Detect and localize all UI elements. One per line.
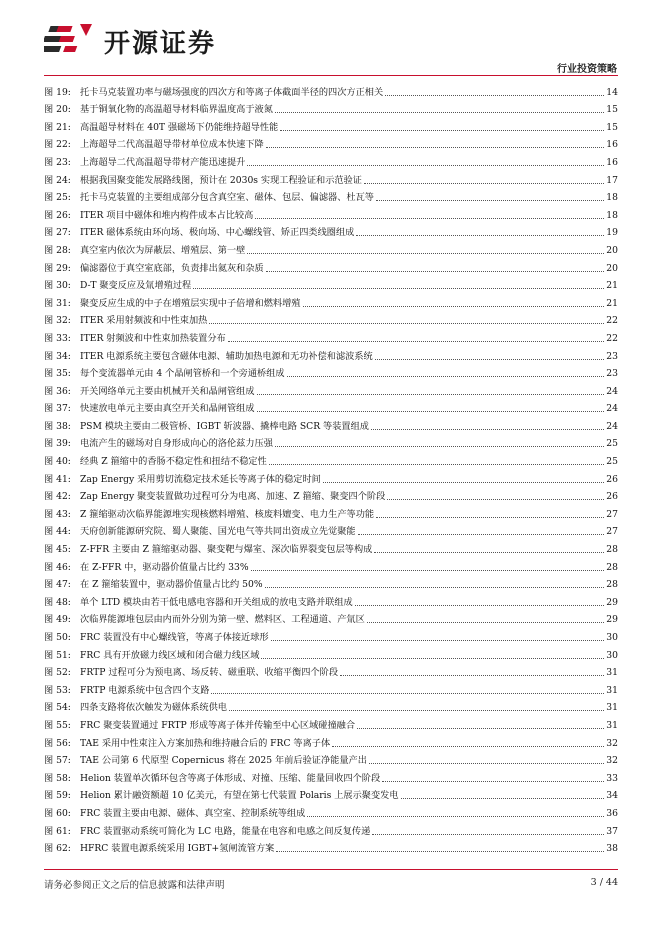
toc-entry[interactable] [44, 81, 618, 99]
toc-entry[interactable] [44, 802, 618, 820]
toc-entry-title: 托卡马克装置功率与磁场强度的四次方和等离子体截面半径的四次方正相关 [80, 86, 384, 98]
toc-entry-title: 开关网络单元主要由机械开关和晶闸管组成 [80, 385, 255, 397]
toc-entry[interactable] [44, 785, 618, 803]
toc-entry-label: 图 28: [44, 244, 71, 256]
toc-entry-label: 图 43: [44, 508, 71, 520]
toc-entry-title: ITER 项目中磁体和堆内构件成本占比较高 [80, 209, 254, 221]
toc-entry-label: 图 34: [44, 350, 71, 362]
toc-entry-title: 在 Z 箍缩装置中，驱动器价值量占比约 50% [80, 579, 263, 591]
toc-dot-leader [364, 183, 604, 184]
toc-entry-page: 36 [606, 807, 618, 819]
toc-entry-page: 29 [606, 596, 618, 608]
toc-entry-title: 四条支路将依次触发为磁体系统供电 [80, 702, 227, 714]
toc-entry[interactable] [44, 591, 618, 609]
toc-entry[interactable] [44, 820, 618, 838]
toc-entry-label: 图 35: [44, 368, 71, 380]
toc-entry[interactable] [44, 538, 618, 556]
toc-dot-leader [275, 446, 604, 447]
toc-entry-page: 18 [606, 192, 618, 204]
toc-dot-leader [269, 464, 604, 465]
toc-entry-page: 29 [606, 614, 618, 626]
footer-page-number: 3 / 44 [590, 877, 618, 888]
toc-entry-title: 偏滤器位于真空室底部，负责排出氦灰和杂质 [80, 262, 264, 274]
toc-entry-page: 26 [606, 491, 618, 503]
toc-dot-leader [275, 112, 604, 113]
toc-entry-label: 图 38: [44, 420, 71, 432]
toc-entry[interactable] [44, 556, 618, 574]
toc-dot-leader [372, 834, 604, 835]
toc-entry-label: 图 32: [44, 315, 71, 327]
toc-dot-leader [247, 165, 604, 166]
toc-entry-label: 图 48: [44, 596, 71, 608]
toc-entry-page: 28 [606, 561, 618, 573]
toc-entry-title: Z 箍缩驱动次临界能源堆实现核燃料增殖、核废料嬗变、电力生产等功能 [80, 508, 375, 520]
toc-dot-leader [247, 253, 604, 254]
toc-entry-page: 21 [606, 297, 618, 309]
toc-entry-page: 32 [606, 737, 618, 749]
toc-entry-page: 18 [606, 209, 618, 221]
toc-entry-title: 高温超导材料在 40T 强磁场下仍能维持超导性能 [80, 121, 279, 133]
footer-divider [44, 869, 618, 870]
toc-entry-page: 34 [606, 790, 618, 802]
toc-entry-title: 经典 Z 箍缩中的香肠不稳定性和扭结不稳定性 [80, 456, 267, 468]
toc-dot-leader [266, 271, 604, 272]
toc-entry-title: Zap Energy 采用剪切流稳定技术延长等离子体的稳定时间 [80, 473, 321, 485]
toc-entry-label: 图 52: [44, 667, 71, 679]
toc-entry[interactable] [44, 697, 618, 715]
toc-entry-page: 22 [606, 315, 618, 327]
toc-dot-leader [276, 851, 604, 852]
toc-entry-page: 20 [606, 262, 618, 274]
toc-entry-title: TAE 采用中性束注入方案加热和维持融合后的 FRC 等离子体 [80, 737, 331, 749]
toc-entry[interactable] [44, 169, 618, 187]
toc-entry-title: TAE 公司第 6 代原型 Copernicus 将在 2025 年前后验证净能量产出 [80, 755, 367, 767]
toc-entry[interactable] [44, 750, 618, 768]
toc-entry[interactable] [44, 503, 618, 521]
toc-entry[interactable] [44, 662, 618, 680]
toc-entry[interactable] [44, 521, 618, 539]
toc-entry-title: 每个变流器单元由 4 个晶闸管桥和一个旁通桥组成 [80, 368, 285, 380]
toc-entry-page: 33 [606, 772, 618, 784]
toc-dot-leader [228, 341, 604, 342]
toc-entry-title: 天府创新能源研究院、蜀人聚能、国光电气等共同出资成立先觉聚能 [80, 526, 356, 538]
toc-entry-page: 31 [606, 667, 618, 679]
toc-entry-title: 电流产生的磁场对自身形成向心的洛伦兹力压强 [80, 438, 273, 450]
toc-entry-title: FRTP 电源系统中包含四个支路 [80, 684, 210, 696]
toc-entry[interactable] [44, 767, 618, 785]
toc-entry-label: 图 44: [44, 526, 71, 538]
toc-entry-label: 图 61: [44, 825, 71, 837]
toc-entry-label: 图 54: [44, 702, 71, 714]
toc-entry[interactable] [44, 275, 618, 293]
toc-entry-page: 31 [606, 719, 618, 731]
toc-dot-leader [251, 570, 604, 571]
toc-entry-title: Z-FFR 主要由 Z 箍缩驱动器、聚变靶与爆室、深次临界裂变包层等构成 [80, 544, 373, 556]
toc-dot-leader [209, 323, 604, 324]
toc-dot-leader [332, 746, 604, 747]
toc-dot-leader [323, 482, 604, 483]
toc-entry-label: 图 46: [44, 561, 71, 573]
toc-entry-page: 30 [606, 632, 618, 643]
toc-entry-title: 根据我国聚变能发展路线图，预计在 2030s 实现工程验证和示范验证 [80, 174, 362, 186]
toc-dot-leader [382, 781, 604, 782]
toc-entry-title: 单个 LTD 模块由若干低电感电容器和开关组成的放电支路并联组成 [80, 596, 353, 608]
toc-entry[interactable] [44, 486, 618, 504]
toc-entry-title: 聚变反应生成的中子在增殖层实现中子倍增和燃料增殖 [80, 297, 301, 309]
toc-entry-page: 22 [606, 332, 618, 344]
toc-dot-leader [387, 499, 604, 500]
toc-entry-label: 图 42: [44, 491, 71, 503]
toc-entry-title: ITER 电源系统主要包含磁体电源、辅助加热电源和无功补偿和滤波系统 [80, 350, 373, 362]
toc-entry-page: 27 [606, 508, 618, 520]
toc-entry-title: Helion 累计融资额超 10 亿美元，有望在第七代装置 Polaris 上展示聚变发电 [80, 790, 399, 802]
toc-entry-title: Zap Energy 聚变装置做功过程可分为电离、加速、Z 箍缩、聚变四个阶段 [80, 491, 386, 503]
header-divider [44, 75, 618, 76]
toc-entry-label: 图 33: [44, 332, 71, 344]
toc-entry-title: 上海超导二代高温超导带材产能迅速提升 [80, 156, 246, 168]
toc-entry-label: 图 22: [44, 139, 71, 151]
toc-entry[interactable] [44, 257, 618, 275]
toc-entry-label: 图 25: [44, 192, 71, 204]
toc-dot-leader [376, 200, 604, 201]
toc-entry-title: FRTP 过程可分为预电离、场反转、磁重联、收缩平衡四个阶段 [80, 667, 339, 679]
toc-entry-label: 图 20: [44, 104, 71, 116]
toc-dot-leader [229, 710, 604, 711]
toc-entry-label: 图 62: [44, 843, 71, 855]
toc-entry-label: 图 30: [44, 280, 71, 292]
toc-entry-page: 31 [606, 702, 618, 714]
toc-entry-page: 26 [606, 473, 618, 485]
toc-entry-title: HFRC 装置电源系统采用 IGBT+氢闸流管方案 [80, 843, 275, 855]
toc-entry-label: 图 23: [44, 156, 71, 168]
toc-dot-leader [376, 517, 604, 518]
toc-entry-title: 托卡马克装置的主要组成部分包含真空室、磁体、包层、偏滤器、杜瓦等 [80, 192, 374, 204]
toc-entry[interactable] [44, 151, 618, 169]
toc-dot-leader [375, 359, 604, 360]
toc-entry[interactable] [44, 380, 618, 398]
toc-dot-leader [280, 130, 604, 131]
toc-dot-leader [303, 306, 605, 307]
toc-entry[interactable] [44, 187, 618, 205]
toc-entry-page: 38 [606, 843, 618, 855]
toc-entry[interactable] [44, 116, 618, 134]
toc-entry-label: 图 36: [44, 385, 71, 397]
toc-entry-label: 图 53: [44, 684, 71, 696]
toc-entry-title: FRC 装置没有中心螺线管，等离子体接近球形 [80, 632, 269, 643]
toc-entry-page: 16 [606, 139, 618, 151]
toc-entry[interactable] [44, 433, 618, 451]
toc-entry[interactable] [44, 310, 618, 328]
toc-dot-leader [266, 147, 604, 148]
toc-entry-page: 24 [606, 420, 618, 432]
toc-dot-leader [358, 534, 604, 535]
toc-entry-label: 图 27: [44, 227, 71, 239]
toc-entry-page: 14 [606, 86, 618, 98]
toc-dot-leader [367, 622, 604, 623]
toc-dot-leader [211, 693, 604, 694]
toc-entry[interactable] [44, 292, 618, 310]
toc-entry[interactable] [44, 363, 618, 381]
toc-entry-label: 图 39: [44, 438, 71, 450]
toc-entry-label: 图 45: [44, 544, 71, 556]
toc-entry-label: 图 26: [44, 209, 71, 221]
toc-dot-leader [357, 728, 604, 729]
toc-entry-page: 32 [606, 755, 618, 767]
toc-entry[interactable] [44, 468, 618, 486]
toc-dot-leader [193, 288, 604, 289]
toc-entry-label: 图 59: [44, 790, 71, 802]
toc-entry-label: 图 60: [44, 807, 71, 819]
page-footer [44, 877, 618, 891]
toc-entry[interactable] [44, 732, 618, 750]
toc-entry-page: 27 [606, 526, 618, 538]
toc-entry-title: D-T 聚变反应及氚增殖过程 [80, 280, 192, 292]
toc-entry-label: 图 37: [44, 403, 71, 415]
toc-entry-page: 25 [606, 438, 618, 450]
toc-entry[interactable] [44, 239, 618, 257]
toc-entry-title: ITER 采用射频波和中性束加热 [80, 315, 208, 327]
toc-entry-label: 图 29: [44, 262, 71, 274]
toc-entry-label: 图 51: [44, 649, 71, 661]
toc-entry-label: 图 49: [44, 614, 71, 626]
toc-dot-leader [340, 675, 604, 676]
toc-entry-label: 图 47: [44, 579, 71, 591]
report-type-label: 行业投资策略 [557, 64, 617, 75]
toc-entry[interactable] [44, 644, 618, 662]
toc-entry[interactable] [44, 609, 618, 627]
toc-entry-title: FRC 具有开放磁力线区域和闭合磁力线区域 [80, 649, 260, 661]
toc-entry[interactable] [44, 134, 618, 152]
stacked-bars-logo-icon [44, 22, 96, 58]
toc-entry-title: 快速放电单元主要由真空开关和晶闸管组成 [80, 403, 255, 415]
toc-dot-leader [371, 429, 604, 430]
toc-entry[interactable] [44, 415, 618, 433]
toc-entry-title: 在 Z-FFR 中，驱动器价值量占比约 33% [80, 561, 249, 573]
toc-entry-page: 28 [606, 544, 618, 556]
toc-entry-title: ITER 射频波和中性束加热装置分布 [80, 332, 226, 344]
toc-entry-title: 真空室内依次为屏蔽层、增殖层、第一壁 [80, 244, 246, 256]
toc-entry-page: 17 [606, 174, 618, 186]
company-logo [44, 20, 254, 60]
toc-entry-page: 31 [606, 684, 618, 696]
toc-entry-page: 20 [606, 244, 618, 256]
toc-entry-page: 23 [606, 350, 618, 362]
toc-entry[interactable] [44, 204, 618, 222]
toc-dot-leader [401, 798, 604, 799]
toc-dot-leader [355, 605, 604, 606]
toc-entry-label: 图 58: [44, 772, 71, 784]
toc-entry-label: 图 21: [44, 121, 71, 133]
toc-entry-label: 图 55: [44, 719, 71, 731]
toc-dot-leader [255, 218, 604, 219]
toc-entry[interactable] [44, 838, 618, 856]
toc-dot-leader [271, 640, 604, 641]
toc-entry[interactable] [44, 327, 618, 345]
toc-entry-title: 上海超导二代高温超导带材单位成本快速下降 [80, 139, 264, 151]
toc-entry-title: 次临界能源堆包层由内而外分别为第一壁、燃料区、工程通道、产氚区 [80, 614, 365, 626]
toc-entry-page: 24 [606, 385, 618, 397]
toc-dot-leader [307, 816, 604, 817]
toc-dot-leader [257, 411, 604, 412]
toc-entry[interactable] [44, 99, 618, 117]
toc-entry-title: ITER 磁体系统由环向场、极向场、中心螺线管、矫正四类线圈组成 [80, 227, 355, 239]
footer-disclaimer: 请务必参阅正文之后的信息披露和法律声明 [44, 880, 225, 891]
toc-dot-leader [257, 394, 604, 395]
toc-entry-page: 19 [606, 227, 618, 239]
toc-entry[interactable] [44, 222, 618, 240]
toc-dot-leader [287, 376, 604, 377]
toc-entry[interactable] [44, 574, 618, 592]
toc-entry-page: 30 [606, 649, 618, 661]
toc-entry-label: 图 31: [44, 297, 71, 309]
toc-entry-page: 37 [606, 825, 618, 837]
toc-entry-title: FRC 装置驱动系统可简化为 LC 电路，能量在电容和电感之间反复传递 [80, 825, 371, 837]
figure-index-list [44, 81, 618, 855]
toc-entry-page: 25 [606, 456, 618, 468]
toc-entry[interactable] [44, 626, 618, 644]
toc-entry[interactable] [44, 450, 618, 468]
toc-entry-page: 24 [606, 403, 618, 415]
toc-entry-page: 23 [606, 368, 618, 380]
toc-entry-page: 28 [606, 579, 618, 591]
toc-entry-title: PSM 模块主要由二极管桥、IGBT 斩波器、撬棒电路 SCR 等装置组成 [80, 420, 369, 432]
toc-dot-leader [356, 235, 604, 236]
toc-entry-label: 图 40: [44, 456, 71, 468]
toc-entry-label: 图 50: [44, 632, 71, 643]
toc-dot-leader [265, 587, 604, 588]
toc-entry-label: 图 19: [44, 86, 71, 98]
toc-entry-label: 图 41: [44, 473, 71, 485]
toc-entry-label: 图 57: [44, 755, 71, 767]
toc-entry-label: 图 56: [44, 737, 71, 749]
toc-dot-leader [385, 95, 604, 96]
company-name: 开源证券 [104, 29, 217, 59]
toc-entry-page: 21 [606, 280, 618, 292]
toc-entry-page: 15 [606, 121, 618, 133]
toc-entry[interactable] [44, 398, 618, 416]
toc-entry-title: FRC 装置主要由电源、磁体、真空室、控制系统等组成 [80, 807, 306, 819]
toc-entry-page: 15 [606, 104, 618, 116]
toc-entry-page: 16 [606, 156, 618, 168]
toc-entry-title: 基于铜氧化物的高温超导材料临界温度高于液氮 [80, 104, 273, 116]
toc-dot-leader [261, 658, 604, 659]
toc-entry-title: FRC 聚变装置通过 FRTP 形成等离子体并传输至中心区域碰撞融合 [80, 719, 356, 731]
toc-entry-title: Helion 装置单次循环包含等离子体形成、对撞、压缩、能量回收四个阶段 [80, 772, 381, 784]
toc-dot-leader [369, 763, 604, 764]
toc-entry[interactable] [44, 345, 618, 363]
toc-entry-label: 图 24: [44, 174, 71, 186]
toc-entry[interactable] [44, 679, 618, 697]
toc-dot-leader [374, 552, 604, 553]
toc-entry[interactable] [44, 714, 618, 732]
